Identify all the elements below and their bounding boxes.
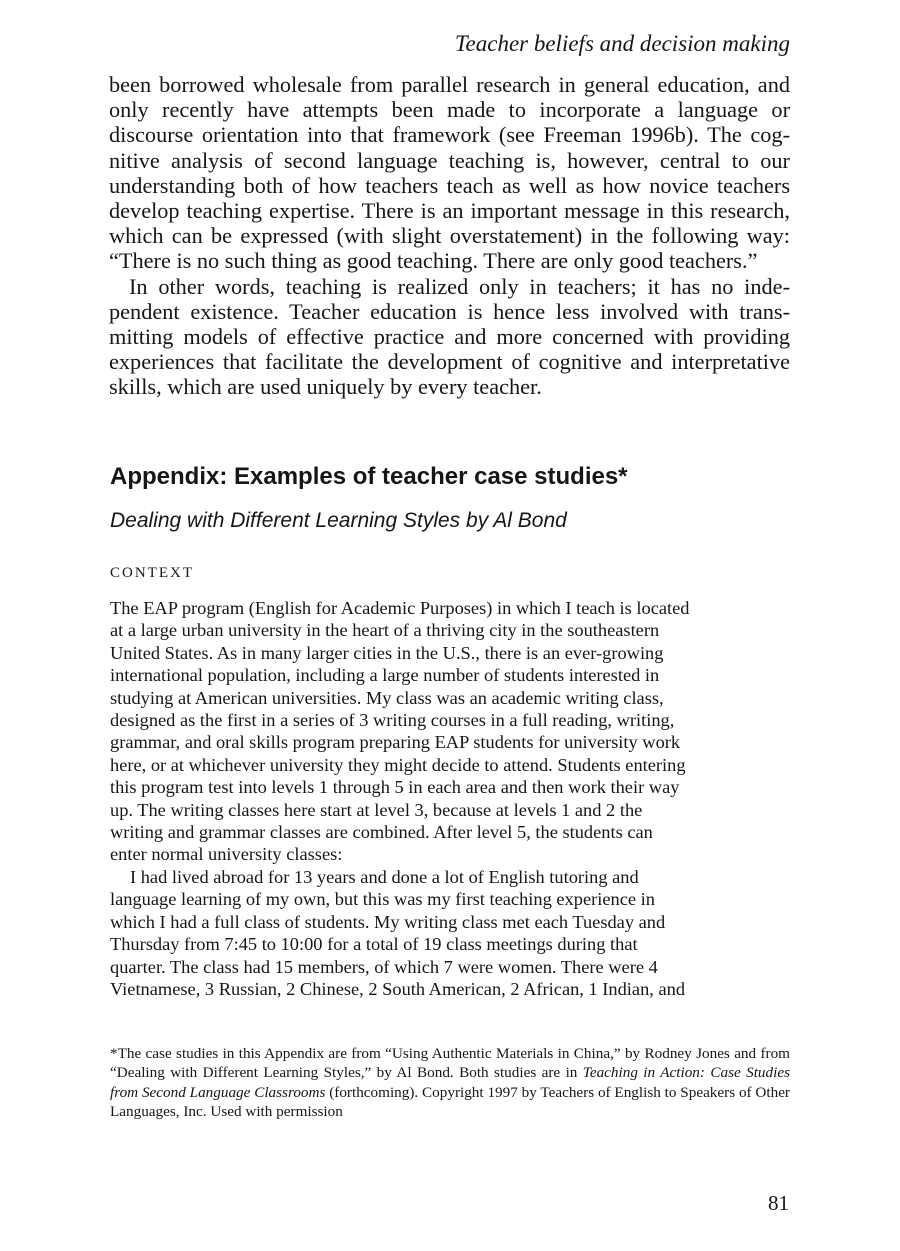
text-line: international population, including a large number of students interested in	[110, 665, 660, 686]
text-line: language learning of my own, but this was my first teaching experience in	[110, 889, 655, 910]
text-line: I had lived abroad for 13 years and done a lot of English tutoring and	[130, 866, 639, 887]
page-number: 81	[768, 1191, 789, 1215]
text-line: this program test into levels 1 through 5 in each area and then work their way	[110, 777, 680, 798]
text-line: The EAP program (English for Academic Purposes) in which I teach is located	[110, 598, 690, 618]
text-line: Thursday from 7:45 to 10:00 for a total of 19 class meetings during that	[110, 934, 638, 955]
text-line: designed as the first in a series of 3 writing courses in a full reading, writing,	[110, 710, 675, 731]
footnote-book-title: Teaching in Action: Case Studies from Second Language Classrooms	[110, 1064, 790, 1101]
text-line: up. The writing classes here start at level 3, because at levels 1 and 2 the	[110, 799, 643, 820]
text-line: grammar, and oral skills program preparing EAP students for university work	[110, 732, 681, 753]
appendix-heading: Appendix: Examples of teacher case studies*	[110, 463, 628, 490]
footnote	[110, 1044, 790, 1122]
text-line: enter normal university classes:	[110, 844, 343, 865]
text-line: here, or at whichever university they might decide to attend. Students entering	[110, 754, 686, 775]
text-line: which I had a full class of students. My writing class met each Tuesday and	[110, 911, 666, 932]
text-line: studying at American universities. My class was an academic writing class,	[110, 687, 664, 708]
text-line: at a large urban university in the heart of a thriving city in the southeastern	[110, 620, 660, 641]
running-head: Teacher beliefs and decision making	[454, 31, 790, 56]
case-study-title: Dealing with Different Learning Styles by Al Bond	[110, 509, 567, 532]
footnote-tail: (forthcoming). Copyright 1997 by Teachers of English to Speakers of Other Languages, Inc. Used with permission	[110, 1083, 790, 1121]
body-paragraph-2: In other words, teaching is realized only in teachers; it has no independent existence. Teacher education is hence less involved with transmitting models of effective practice and more concerned with providing experiences that facilitate the development of cognitive and interpretative skills, which are used uniquely by every teacher.	[109, 273, 790, 400]
case-study-paragraph-2	[110, 866, 788, 1000]
case-study-paragraph-1	[110, 597, 788, 866]
body-paragraph-1: been borrowed wholesale from parallel research in general education, and only recently have attempts been made to incorporate a language or discourse orientation into that framework (see Freeman 1996b). The cognitive analysis of second language teaching is, however, central to our understanding both of how teachers teach as well as how novice teachers develop teaching expertise. There is an important message in this research, which can be expressed (with slight overstatement) in the following way: “There is no such thing as good teaching. There are only good teachers.”	[109, 72, 790, 274]
section-label-context: CONTEXT	[110, 565, 194, 581]
text-line: Vietnamese, 3 Russian, 2 Chinese, 2 South American, 2 African, 1 Indian, and	[110, 978, 686, 999]
text-line: writing and grammar classes are combined. After level 5, the students can	[110, 822, 653, 843]
body-text	[109, 72, 790, 400]
text-line: quarter. The class had 15 members, of which 7 were women. There were 4	[110, 956, 658, 977]
case-study-text	[110, 597, 788, 1000]
footnote-lead: *The case studies in this Appendix are from “Using Authentic Materials in China,” by Rodney Jones and from “Dealing with Different Learning Styles,” by Al Bond. Both studies are in	[110, 1045, 790, 1082]
text-line: United States. As in many larger cities in the U.S., there is an ever-growing	[110, 642, 664, 663]
